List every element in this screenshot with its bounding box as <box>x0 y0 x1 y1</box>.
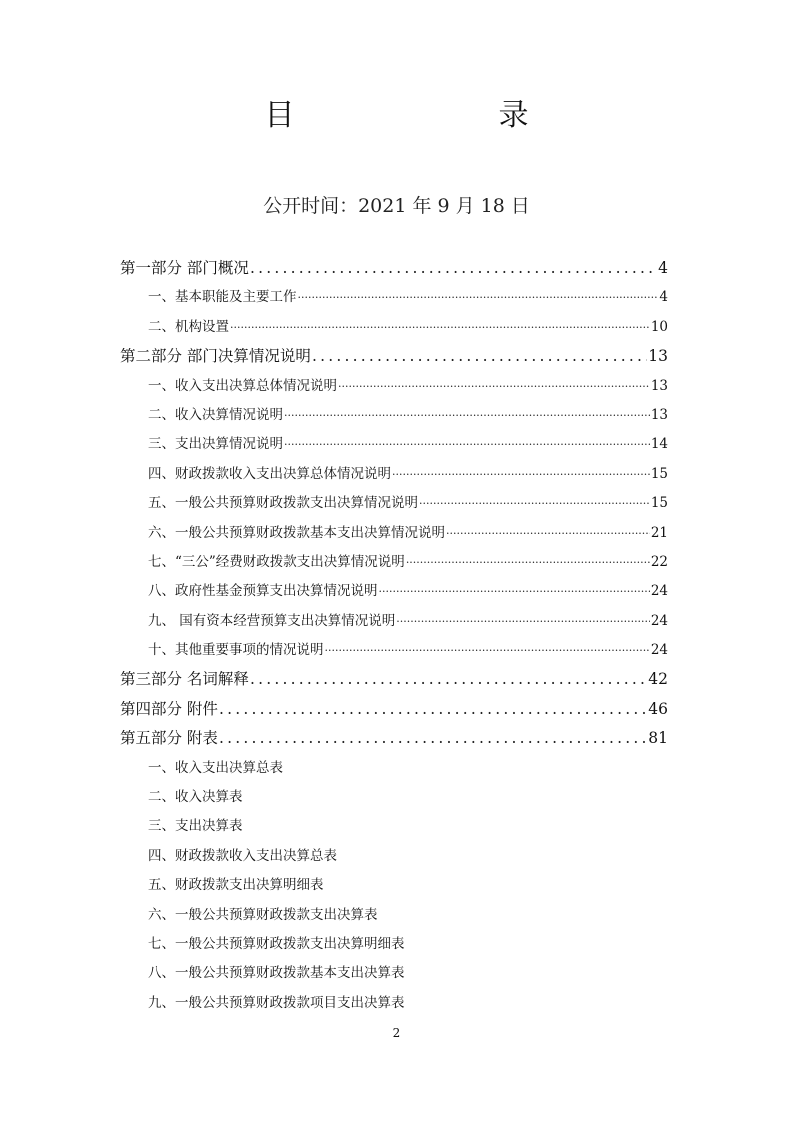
toc-entry-label: 三、支出决算情况说明 <box>148 436 283 453</box>
toc-appendix-table-entry[interactable] <box>120 756 668 785</box>
toc-entry-page-number: 24 <box>650 583 668 600</box>
toc-dot-leader <box>219 700 647 718</box>
toc-section-entry[interactable] <box>120 697 668 726</box>
toc-appendix-table-entry[interactable] <box>120 873 668 902</box>
toc-appendix-table-entry[interactable] <box>120 991 668 1020</box>
toc-dot-leader <box>284 438 650 451</box>
toc-entry-label: 七、“三公”经费财政拨款支出决算情况说明 <box>148 553 405 570</box>
toc-dot-leader <box>284 409 650 422</box>
toc-entry-label: 八、政府性基金预算支出决算情况说明 <box>148 583 378 600</box>
toc-entry-label: 五、财政拨款支出决算明细表 <box>148 877 324 894</box>
toc-entry-label: 九、 国有资本经营预算支出决算情况说明 <box>148 612 396 629</box>
toc-entry-page-number: 21 <box>650 524 668 541</box>
toc-dot-leader <box>325 644 650 657</box>
toc-dot-leader <box>298 291 659 304</box>
toc-entry-label: 四、财政拨款收入支出决算总体情况说明 <box>148 465 391 482</box>
toc-entry-label: 一、收入支出决算总体情况说明 <box>148 377 337 394</box>
toc-entry-label: 三、支出决算表 <box>148 818 243 835</box>
toc-entry-page-number: 13 <box>650 406 668 423</box>
toc-entry-label: 一、基本职能及主要工作 <box>148 289 297 306</box>
toc-subsection-entry[interactable] <box>120 579 668 608</box>
toc-appendix-table-entry[interactable] <box>120 903 668 932</box>
toc-dot-leader <box>338 380 650 393</box>
toc-entry-page-number: 15 <box>650 465 668 482</box>
toc-section-entry[interactable] <box>120 256 668 285</box>
toc-subsection-entry[interactable] <box>120 403 668 432</box>
toc-dot-leader <box>419 497 650 510</box>
toc-section-entry[interactable] <box>120 726 668 755</box>
toc-entry-label: 二、收入决算情况说明 <box>148 406 283 423</box>
toc-entry-label: 第一部分 部门概况 <box>120 259 249 277</box>
toc-entry-label: 七、一般公共预算财政拨款支出决算明细表 <box>148 935 405 952</box>
publish-date: 公开时间：2021 年 9 月 18 日 <box>263 195 530 217</box>
toc-entry-label: 五、一般公共预算财政拨款支出决算情况说明 <box>148 495 418 512</box>
toc-entry-page-number: 24 <box>650 612 668 629</box>
toc-subsection-entry[interactable] <box>120 491 668 520</box>
toc-entry-label: 一、收入支出决算总表 <box>148 759 283 776</box>
toc-subsection-entry[interactable] <box>120 521 668 550</box>
toc-appendix-table-entry[interactable] <box>120 932 668 961</box>
toc-entry-label: 第四部分 附件 <box>120 699 218 718</box>
toc-entry-label: 二、收入决算表 <box>148 789 243 806</box>
toc-section-entry[interactable] <box>120 667 668 696</box>
toc-appendix-table-entry[interactable] <box>120 844 668 873</box>
toc-entry-page-number: 81 <box>648 729 668 748</box>
toc-entry-label: 二、机构设置 <box>148 318 229 335</box>
toc-subsection-entry[interactable] <box>120 285 668 314</box>
page-title: 目 录 <box>264 98 577 133</box>
toc-dot-leader <box>250 259 657 277</box>
toc-entry-page-number: 13 <box>650 377 668 394</box>
toc-entry-page-number: 22 <box>650 553 668 570</box>
toc-entry-label: 八、一般公共预算财政拨款基本支出决算表 <box>148 965 405 982</box>
toc-dot-leader <box>219 729 647 747</box>
toc-dot-leader <box>446 527 650 540</box>
toc-entry-label: 第三部分 名词解释 <box>120 670 249 689</box>
toc-dot-leader <box>406 556 650 569</box>
toc-entry-page-number: 42 <box>648 670 668 689</box>
toc-dot-leader <box>396 615 650 628</box>
table-of-contents <box>120 256 668 1020</box>
toc-dot-leader <box>312 347 647 365</box>
toc-subsection-entry[interactable] <box>120 462 668 491</box>
toc-entry-label: 九、一般公共预算财政拨款项目支出决算表 <box>148 994 405 1011</box>
toc-entry-label: 第二部分 部门决算情况说明 <box>120 347 311 366</box>
toc-subsection-entry[interactable] <box>120 374 668 403</box>
toc-entry-page-number: 4 <box>659 289 668 306</box>
toc-appendix-table-entry[interactable] <box>120 785 668 814</box>
toc-entry-page-number: 13 <box>648 347 668 366</box>
toc-entry-page-number: 4 <box>658 259 668 277</box>
toc-appendix-table-entry[interactable] <box>120 961 668 990</box>
toc-dot-leader <box>379 585 650 598</box>
toc-subsection-entry[interactable] <box>120 609 668 638</box>
toc-entry-page-number: 14 <box>650 436 668 453</box>
toc-subsection-entry[interactable] <box>120 638 668 667</box>
toc-dot-leader <box>392 468 650 481</box>
toc-entry-label: 六、一般公共预算财政拨款基本支出决算情况说明 <box>148 524 445 541</box>
toc-subsection-entry[interactable] <box>120 315 668 344</box>
toc-entry-label: 十、其他重要事项的情况说明 <box>148 642 324 659</box>
toc-entry-page-number: 15 <box>650 495 668 512</box>
page-number: 2 <box>392 1026 401 1040</box>
toc-entry-page-number: 10 <box>650 318 668 335</box>
toc-entry-label: 四、财政拨款收入支出决算总表 <box>148 847 337 864</box>
toc-entry-label: 六、一般公共预算财政拨款支出决算表 <box>148 906 378 923</box>
toc-section-entry[interactable] <box>120 344 668 373</box>
toc-entry-page-number: 24 <box>650 642 668 659</box>
toc-dot-leader <box>230 321 650 334</box>
toc-appendix-table-entry[interactable] <box>120 814 668 843</box>
toc-dot-leader <box>250 670 647 688</box>
toc-subsection-entry[interactable] <box>120 550 668 579</box>
toc-subsection-entry[interactable] <box>120 432 668 461</box>
toc-entry-page-number: 46 <box>648 699 668 718</box>
toc-entry-label: 第五部分 附表 <box>120 729 218 748</box>
